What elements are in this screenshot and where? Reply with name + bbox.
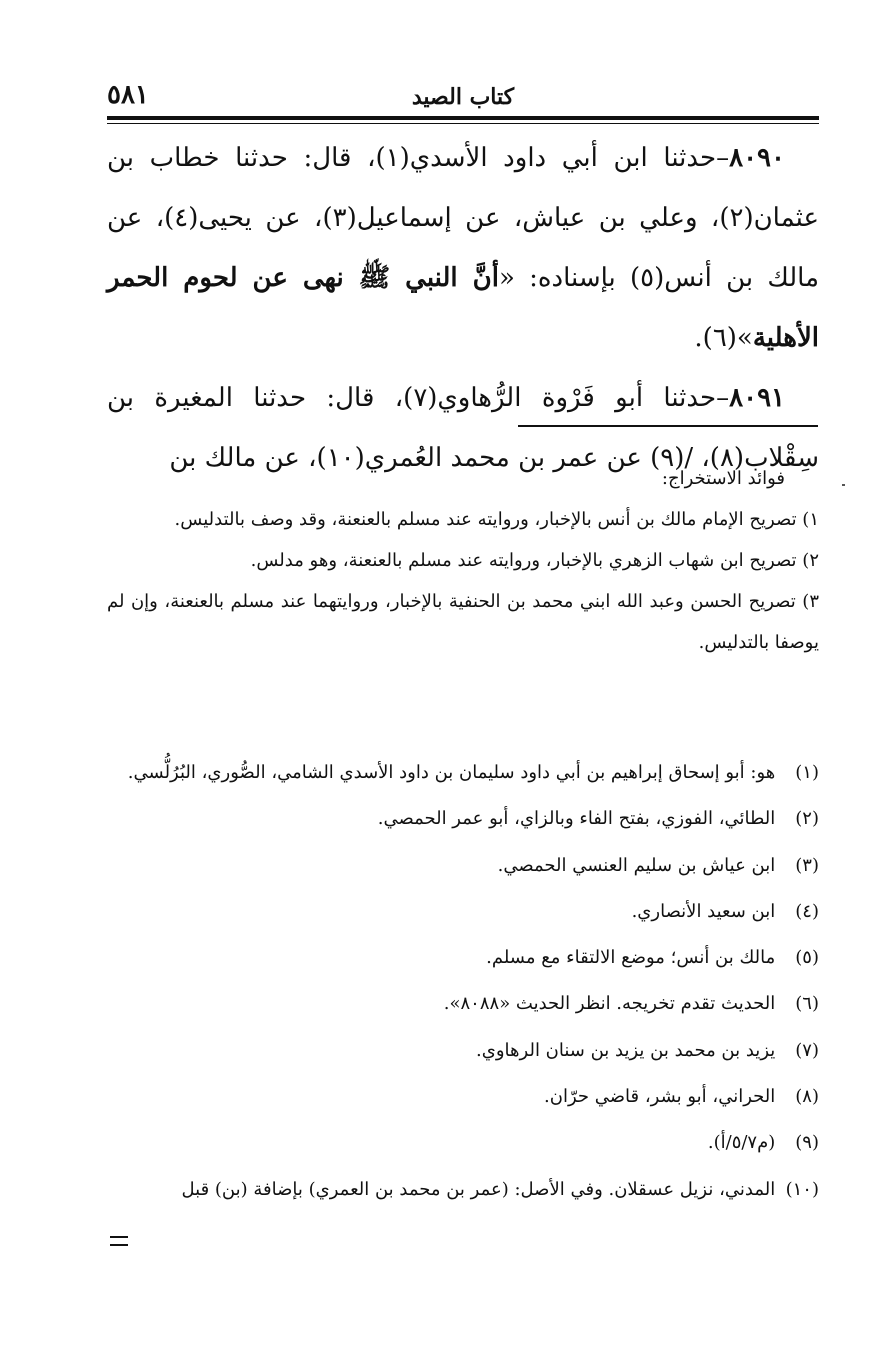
footnote: [107, 1028, 819, 1074]
footnote-number: (٧): [795, 1039, 819, 1061]
footnote-separator: [518, 425, 818, 427]
header-rule-thick: [107, 116, 819, 120]
benefit-item: ٣) تصريح الحسن وعبد الله ابني محمد بن الحنفية بالإخبار، وروايتهما عند مسلم بالعنعنة، وإن لم يوصفا بالتدليس.: [107, 591, 819, 653]
footnote-number: (٥): [795, 947, 819, 969]
footnote: [107, 750, 819, 796]
footnote-text: الطائي، الفوزي، بفتح الفاء وبالزاي، أبو عمر الحمصي.: [377, 808, 776, 830]
footnote-number: (١): [795, 762, 819, 783]
footnote: [107, 935, 819, 981]
main-text: [107, 128, 819, 488]
footnote-text: يزيد بن محمد بن يزيد بن سنان الرهاوي.: [476, 1039, 776, 1061]
continuation-mark: [110, 1236, 128, 1246]
footnote-number: (٢): [795, 808, 819, 830]
hadith-8090: [107, 128, 819, 368]
scan-speck: [842, 484, 845, 486]
hadith-matn: أنَّ النبي ﷺ نهى عن لحوم الحمر الأهلية: [107, 263, 819, 353]
book-title: كتاب الصيد: [411, 84, 515, 110]
footnote: [107, 1074, 819, 1120]
hadith-text: –حدثنا ابن أبي داود الأسدي(١)، قال: حدثنا خطاب بن عثمان(٢)، وعلي بن عياش، عن إسماعيل(٣)، عن يحيى(٤)، عن مالك بن أنس(٥) بإسناده: «: [107, 143, 819, 293]
page-header: [107, 78, 819, 118]
footnote-number: (٩): [795, 1132, 819, 1154]
footnote-text: هو: أبو إسحاق إبراهيم بن أبي داود سليمان بن داود الأسدي الشامي، الصُّوري، البُرُلُّسي.: [127, 762, 776, 783]
extraction-benefits: [107, 458, 819, 663]
footnotes: [107, 750, 819, 1213]
footnote-text: ابن عياش بن سليم العنسي الحمصي.: [497, 854, 776, 876]
footnote-text: الحراني، أبو بشر، قاضي حرّان.: [544, 1086, 776, 1108]
hadith-number: ٨٠٩٠: [729, 143, 785, 173]
benefit-item: ٢) تصريح ابن شهاب الزهري بالإخبار، وروايته عند مسلم بالعنعنة، وهو مدلس.: [250, 550, 819, 571]
hadith-number: ٨٠٩١: [729, 383, 785, 413]
footnote-number: (٣): [795, 854, 819, 876]
footnote: [107, 796, 819, 842]
footnote-number: (٨): [795, 1086, 819, 1108]
footnote-text: مالك بن أنس؛ موضع الالتقاء مع مسلم.: [486, 947, 776, 969]
footnote-number: (٦): [795, 993, 819, 1015]
footnote-text: (م٥/٧/أ).: [707, 1132, 776, 1154]
page-number: ٥٨١: [107, 80, 149, 110]
footnote-text: ابن سعيد الأنصاري.: [631, 900, 776, 922]
footnote: [107, 1120, 819, 1166]
footnote-number: (١٠): [785, 1178, 819, 1200]
footnote-text: الحديث تقدم تخريجه. انظر الحديث «٨٠٨٨».: [443, 993, 776, 1015]
hadith-text-end: »(٦).: [694, 323, 753, 353]
benefit-item: ١) تصريح الإمام مالك بن أنس بالإخبار، وروايته عند مسلم بالعنعنة، وقد وصف بالتدليس.: [174, 509, 819, 530]
hadith-text: –حدثنا أبو فَرْوة الرُّهاوي(٧)، قال: حدثنا المغيرة بن سِقْلاب(٨)، /(٩) عن عمر بن محمد العُمري(١٠)، عن مالك بن: [107, 383, 819, 473]
footnote-number: (٤): [795, 900, 819, 922]
footnote: [107, 1167, 819, 1213]
footnote: [107, 889, 819, 935]
footnote-text: المدني، نزيل عسقلان. وفي الأصل: (عمر بن محمد بن العمري) بإضافة (بن) قبل: [181, 1178, 776, 1200]
benefits-title: فوائد الاستخراج:: [661, 468, 785, 489]
footnote: [107, 981, 819, 1027]
footnote: [107, 843, 819, 889]
header-rule-thin: [107, 123, 819, 124]
